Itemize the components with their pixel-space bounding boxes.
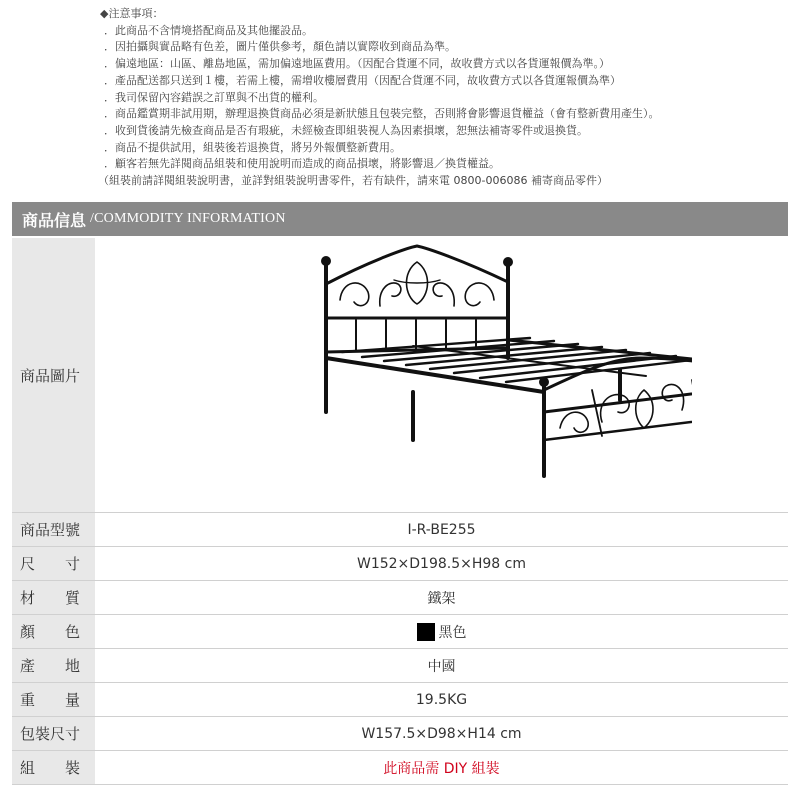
spec-label: 商品型號	[12, 513, 95, 546]
spec-label: 尺 寸	[12, 547, 95, 580]
spec-row-assembly	[12, 751, 788, 785]
spec-label: 產 地	[12, 649, 95, 682]
notice-item: ．因拍攝與實品略有色差，圖片僅供參考，顏色請以實際收到商品為準。	[104, 40, 456, 54]
color-swatch	[417, 623, 435, 641]
commodity-info-header	[12, 202, 788, 236]
spec-value-color	[95, 615, 788, 648]
spec-label: 組 裝	[12, 751, 95, 784]
notice-item: ．收到貨後請先檢查商品是否有瑕疵，未經檢查即組裝視人為因素損壞，恕無法補寄零件或退換貨。	[104, 123, 588, 137]
spec-row-origin	[12, 649, 788, 683]
spec-label: 重 量	[12, 683, 95, 716]
notice-item: ．此商品不含情境搭配商品及其他擺設品。	[104, 23, 313, 37]
notice-item: ．我司保留內容錯誤之訂單與不出貨的權利。	[104, 90, 324, 104]
header-title-zh: 商品信息	[22, 210, 87, 230]
spec-label: 顏 色	[12, 615, 95, 648]
header-title-en: /COMMODITY INFORMATION	[90, 211, 286, 226]
notice-item: ．產品配送都只送到１樓，若需上樓，需增收樓層費用（因配合貨運不同，故收費方式以各貨運報價為準）	[104, 73, 621, 87]
spec-value: 此商品需 DIY 組裝	[95, 751, 788, 784]
spec-value: W152×D198.5×H98 cm	[95, 547, 788, 580]
spec-row-model	[12, 513, 788, 547]
notice-item: ．商品鑑賞期非試用期，辦理退換貨商品必須是新狀態且包裝完整，否則將會影響退貨權益（會有整新費用產生）。	[104, 107, 660, 121]
spec-value: I-R-BE255	[95, 513, 788, 546]
spec-row-weight	[12, 683, 788, 717]
color-name: 黑色	[438, 624, 467, 641]
spec-row-color	[12, 615, 788, 649]
spec-value: 中國	[95, 649, 788, 682]
notice-footer: （組裝前請詳閱組裝說明書，並詳對組裝說明書零件，若有缺件，請來電 0800-006086 補寄商品零件）	[98, 174, 608, 188]
spec-table	[12, 238, 788, 785]
spec-value: 鐵架	[95, 581, 788, 614]
spec-label: 材 質	[12, 581, 95, 614]
spec-label: 商品圖片	[12, 238, 95, 512]
notice-item: ．商品不提供試用，組裝後若退換貨，將另外報價整新費用。	[104, 140, 401, 154]
notice-section	[98, 6, 788, 190]
notice-item: ．顧客若無先詳閱商品組裝和使用說明而造成的商品損壞，將影響退／換貨權益。	[104, 157, 500, 171]
notice-item: ．偏遠地區：山區、離島地區，需加偏遠地區費用。（因配合貨運不同，故收費方式以各貨運報價為準。）	[104, 57, 610, 71]
spec-value: 19.5KG	[95, 683, 788, 716]
spec-value: W157.5×D98×H14 cm	[95, 717, 788, 750]
spec-row-size	[12, 547, 788, 581]
product-image	[95, 238, 788, 512]
spec-row-package-size	[12, 717, 788, 751]
spec-row-image	[12, 238, 788, 513]
spec-label: 包裝尺寸	[12, 717, 95, 750]
spec-row-material	[12, 581, 788, 615]
notice-title: ◆注意事項：	[100, 7, 164, 20]
metal-bed-frame-illustration	[192, 240, 692, 512]
